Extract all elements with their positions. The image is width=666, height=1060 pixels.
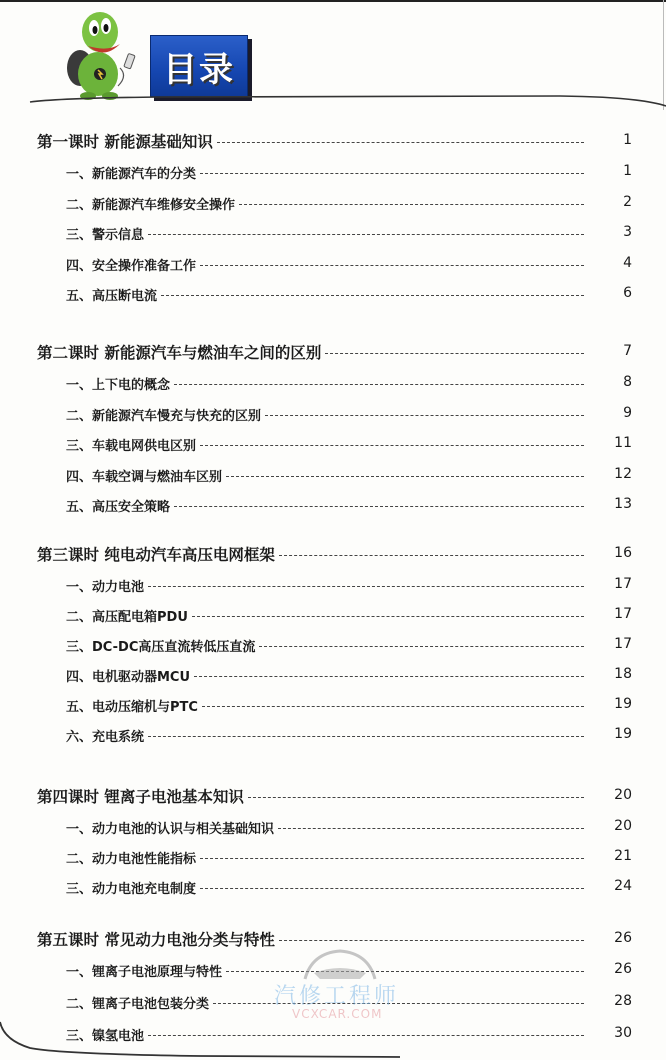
toc-chapter[interactable] [0, 341, 666, 365]
toc-section[interactable] [0, 494, 666, 518]
page-number: 9 [623, 404, 632, 421]
dot-leader [279, 940, 584, 941]
watermark-url: VCXCAR.COM [292, 1007, 383, 1021]
dot-leader [174, 506, 584, 507]
dot-leader [279, 555, 584, 556]
toc-section[interactable] [0, 1023, 666, 1047]
dot-leader [248, 797, 584, 798]
dot-leader [194, 676, 584, 677]
dinosaur-mascot-icon [58, 6, 148, 102]
section-title: 二、新能源汽车慢充与快充的区别 [66, 408, 262, 424]
toc-chapter[interactable] [0, 543, 666, 567]
section-title: 五、高压断电流 [66, 289, 158, 304]
toc-section[interactable] [0, 634, 666, 658]
page-number: 21 [614, 848, 632, 864]
section-title: 五、电动压缩机与PTC [66, 700, 198, 715]
dot-leader [200, 888, 584, 889]
dot-leader [148, 234, 584, 235]
page-number: 1 [623, 132, 632, 148]
dot-leader [192, 616, 584, 617]
section-title: 二、动力电池性能指标 [66, 852, 197, 867]
page-number: 19 [614, 726, 632, 742]
page-number: 3 [623, 224, 632, 240]
page-number: 28 [614, 993, 632, 1009]
page-number: 12 [614, 465, 632, 482]
section-title: 一、上下电的概念 [66, 378, 171, 393]
section-title: 二、高压配电箱PDU [66, 610, 188, 625]
page-number: 6 [623, 285, 632, 301]
toc-section[interactable] [0, 433, 666, 457]
page-number: 17 [614, 576, 632, 592]
toc-section[interactable] [0, 664, 666, 688]
dot-leader [278, 828, 584, 829]
dot-leader [148, 1035, 584, 1036]
watermark [270, 945, 410, 1025]
toc-section[interactable] [0, 574, 666, 598]
section-title: 三、警示信息 [66, 228, 145, 243]
dot-leader [148, 586, 584, 587]
chapter-title: 第二课时 新能源汽车与燃油车之间的区别 [37, 344, 322, 362]
page-number: 16 [614, 545, 632, 561]
section-title: 二、锂离子电池包装分类 [66, 997, 210, 1012]
toc-section[interactable] [0, 372, 666, 396]
page-number: 20 [614, 818, 632, 834]
page-number: 20 [614, 787, 632, 803]
page-number: 13 [614, 496, 632, 512]
section-title: 五、高压安全策略 [66, 500, 171, 515]
section-title: 一、锂离子电池原理与特性 [66, 965, 223, 980]
chapter-title: 第一课时 新能源基础知识 [37, 133, 213, 151]
dot-leader [217, 142, 584, 143]
toc-title-banner [150, 35, 248, 97]
section-title: 一、动力电池 [66, 580, 145, 595]
chapter-title: 第五课时 常见动力电池分类与特性 [37, 931, 275, 949]
section-title: 四、电机驱动器MCU [66, 670, 191, 685]
dot-leader [202, 706, 584, 707]
section-title: 六、充电系统 [66, 730, 145, 745]
page-number: 30 [614, 1025, 632, 1041]
section-title: 四、车载空调与燃油车区别 [66, 469, 223, 485]
toc-section[interactable] [0, 694, 666, 718]
section-title: 三、镍氢电池 [66, 1029, 145, 1044]
dot-leader [174, 384, 584, 385]
dot-leader [200, 858, 584, 859]
page-number: 4 [623, 254, 632, 271]
page-number: 17 [614, 606, 632, 622]
dot-leader [200, 445, 584, 446]
page-number: 19 [614, 696, 632, 712]
toc-section[interactable] [0, 724, 666, 748]
page-number: 2 [623, 193, 632, 210]
section-title: 三、动力电池充电制度 [66, 882, 197, 897]
page-number: 1 [623, 163, 632, 179]
watermark-text: 汽修工程师 [274, 984, 400, 1009]
top-border [0, 0, 666, 2]
page-number: 7 [623, 343, 632, 359]
toc-chapter[interactable] [0, 785, 666, 809]
page-title: 目录 [163, 49, 235, 90]
toc-section[interactable] [0, 876, 666, 900]
dot-leader [148, 736, 584, 737]
dot-leader [200, 173, 584, 174]
toc-section[interactable] [0, 161, 666, 185]
section-title: 三、DC-DC高压直流转低压直流 [66, 640, 256, 655]
toc-section[interactable] [0, 846, 666, 870]
dot-leader [200, 265, 584, 266]
section-title: 二、新能源汽车维修安全操作 [66, 197, 236, 213]
section-title: 四、安全操作准备工作 [66, 258, 197, 274]
page-number: 26 [614, 961, 632, 977]
dot-leader [226, 476, 584, 477]
dot-leader [325, 353, 584, 354]
page-number: 8 [623, 374, 632, 390]
page-number: 11 [614, 435, 632, 451]
section-title: 一、新能源汽车的分类 [66, 167, 197, 182]
dot-leader [259, 646, 584, 647]
toc-section[interactable] [0, 816, 666, 840]
toc-section[interactable] [0, 192, 666, 216]
section-title: 一、动力电池的认识与相关基础知识 [66, 822, 275, 837]
dot-leader [265, 415, 584, 416]
page-number: 24 [614, 878, 632, 894]
page-number: 18 [614, 666, 632, 682]
toc-section[interactable] [0, 253, 666, 277]
section-title: 三、车载电网供电区别 [66, 439, 197, 454]
toc-chapter[interactable] [0, 130, 666, 154]
chapter-title: 第三课时 纯电动汽车高压电网框架 [37, 546, 275, 564]
toc-section[interactable] [0, 464, 666, 488]
toc-section[interactable] [0, 604, 666, 628]
dot-leader [239, 204, 584, 205]
page-number: 17 [614, 636, 632, 652]
toc-section[interactable] [0, 222, 666, 246]
page-number: 26 [614, 930, 632, 946]
toc-section[interactable] [0, 283, 666, 307]
header-divider [0, 90, 666, 120]
toc-section[interactable] [0, 403, 666, 427]
dot-leader [161, 295, 584, 296]
chapter-title: 第四课时 锂离子电池基本知识 [37, 788, 244, 806]
